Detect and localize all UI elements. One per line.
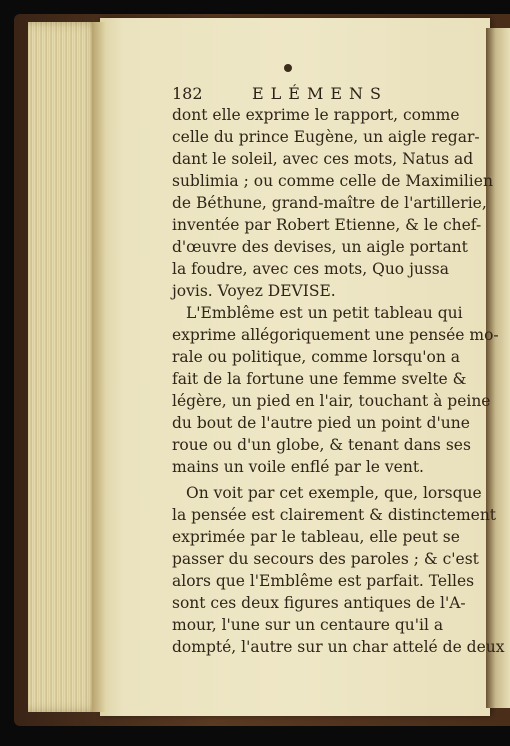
text-line: légère, un pied en l'air, touchant à peine — [172, 392, 491, 410]
running-title: ELÉMENS — [252, 84, 389, 103]
text-line: sublimia ; ou comme celle de Maximilien — [172, 172, 493, 190]
text-line: du bout de l'autre pied un point d'une — [172, 414, 470, 432]
text-line: rale ou politique, comme lorsqu'on a — [172, 348, 461, 366]
page-number: 182 — [172, 84, 203, 103]
page-gutter — [92, 22, 106, 712]
text-line: On voit par cet exemple, que, lorsque — [186, 484, 482, 502]
text-line: celle du prince Eugène, un aigle regar- — [172, 128, 480, 146]
text-line: d'œuvre des devises, un aigle portant — [172, 238, 468, 256]
text-line: dompté, l'autre sur un char attelé de deux — [172, 638, 505, 656]
text-line: de Béthune, grand-maître de l'artillerie, — [172, 194, 487, 212]
text-line: dant le soleil, avec ces mots, Natus ad — [172, 150, 474, 168]
text-line: exprimée par le tableau, elle peut se — [172, 528, 460, 546]
running-head — [172, 84, 472, 106]
text-line: mains un voile enflé par le vent. — [172, 458, 424, 476]
text-line: dont elle exprime le rapport, comme — [172, 106, 460, 124]
text-line: alors que l'Emblême est parfait. Telles — [172, 572, 475, 590]
text-line: sont ces deux figures antiques de l'A- — [172, 594, 466, 612]
text-line: fait de la fortune une femme svelte & — [172, 370, 467, 388]
page-edges — [28, 22, 100, 712]
text-line: mour, l'une sur un centaure qu'il a — [172, 616, 444, 634]
text-line: jovis. Voyez DEVISE. — [172, 282, 336, 300]
printer-ornament — [284, 64, 292, 72]
text-line: inventée par Robert Etienne, & le chef- — [172, 216, 482, 234]
text-line: L'Emblême est un petit tableau qui — [186, 304, 463, 322]
facing-page-edge — [486, 28, 510, 708]
text-line: la foudre, avec ces mots, Quo jussa — [172, 260, 450, 278]
text-line: roue ou d'un globe, & tenant dans ses — [172, 436, 471, 454]
text-line: la pensée est clairement & distinctement — [172, 506, 497, 524]
text-line: passer du secours des paroles ; & c'est — [172, 550, 479, 568]
text-line: exprime allégoriquement une pensée mo- — [172, 326, 499, 344]
